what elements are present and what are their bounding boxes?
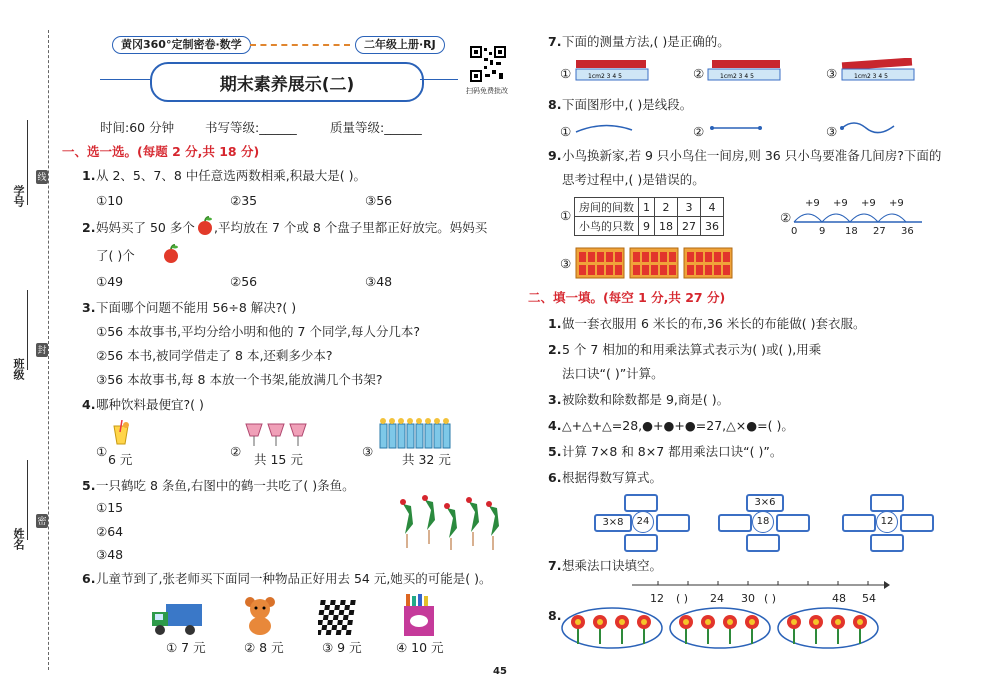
cranes-picture (395, 494, 505, 550)
exam-time: 时间:60 分钟 (100, 120, 175, 135)
q6-option-3[interactable]: ③ 9 元 (322, 640, 362, 655)
seal-mark-1: 线 (36, 170, 48, 184)
q6-option-1[interactable]: ① 7 元 (166, 640, 206, 655)
binding-line (48, 30, 49, 670)
q3-option-3[interactable]: ③56 本故事书,每 8 本放一个书架,能放满几个书架? (96, 372, 383, 387)
number-line-blank[interactable]: ( ) (764, 592, 777, 605)
apple-icon (162, 244, 180, 264)
crayon-box-icon (402, 594, 436, 638)
table-cell: 3 (678, 198, 701, 217)
q4-option-3[interactable]: ③ (362, 444, 374, 459)
q1-text: 从 2、5、7、8 中任意选两数相乘,积最大是( )。 (96, 168, 366, 183)
q6-number: 6. (82, 571, 96, 586)
q5-option-3[interactable]: ③48 (96, 547, 124, 562)
q8-text: 下面图形中,( )是线段。 (562, 97, 693, 112)
q7-number: 7. (548, 34, 562, 49)
number-line-tick: 48 (832, 592, 846, 605)
q2-number: 2. (82, 220, 96, 235)
equation-cluster-3 (842, 494, 962, 550)
q2-option-3[interactable]: ③48 (365, 274, 393, 289)
equation-cluster-1 (594, 494, 714, 550)
page-number: 45 (493, 666, 507, 677)
f4-text[interactable]: △+△+△=28,●+●+●=27,△×●=( )。 (562, 418, 794, 433)
f5-number: 5. (548, 444, 562, 459)
f6-text: 根据得数写算式。 (562, 470, 663, 485)
q7-text: 下面的测量方法,( )是正确的。 (562, 34, 730, 49)
tick-label: 9 (819, 226, 826, 237)
number-line-tick: 54 (862, 592, 876, 605)
qr-caption: 扫码免费批改 (466, 87, 508, 95)
number-line-tick: 12 (650, 592, 664, 605)
result-circle: 12 (876, 511, 898, 533)
q6-option-4[interactable]: ④ 10 元 (396, 640, 444, 655)
q4-price-3: 共 32 元 (402, 452, 451, 467)
seal-mark-3: 密 (36, 514, 48, 528)
ruler-scale-label: 1cm2 3 4 5 (720, 73, 754, 80)
q8-number: 8. (548, 97, 562, 112)
qr-code[interactable] (470, 46, 506, 82)
birds-table (574, 197, 724, 236)
q1-number: 1. (82, 168, 96, 183)
ruler-picture-3 (840, 58, 916, 82)
segment-shape (708, 118, 764, 138)
q9-option-1[interactable]: ① (560, 208, 572, 223)
answer-box[interactable] (842, 514, 876, 532)
answer-box[interactable] (746, 534, 780, 552)
quality-grade[interactable]: 质量等级:______ (330, 120, 422, 135)
q4-number: 4. (82, 397, 96, 412)
q5-option-1[interactable]: ①15 (96, 500, 124, 515)
seal-mark-2: 封 (36, 343, 48, 357)
f2-text[interactable]: 5 个 7 相加的和用乘法算式表示为( )或( ),用乘 (562, 342, 822, 357)
jump-label: +9 (889, 198, 904, 209)
q1-option-2[interactable]: ②35 (230, 193, 258, 208)
result-circle: 18 (752, 511, 774, 533)
class-line (27, 290, 28, 370)
number-line-tick: 24 (710, 592, 724, 605)
number-line (632, 578, 892, 592)
f1-number: 1. (548, 316, 562, 331)
f7-number: 7. (548, 558, 562, 573)
q3-option-2[interactable]: ②56 本书,被同学借走了 8 本,还剩多少本? (96, 348, 333, 363)
q7-option-3[interactable]: ③ (826, 66, 838, 81)
q4-price-2: 共 15 元 (254, 452, 303, 467)
student-id-label: 学号 (12, 185, 25, 207)
bird-boxes-picture (574, 246, 734, 280)
tick-label: 36 (901, 226, 914, 237)
q9-option-2[interactable]: ② (780, 210, 792, 225)
tick-label: 27 (873, 226, 886, 237)
tick-label: 0 (791, 226, 798, 237)
q4-price-1: 6 元 (108, 452, 133, 467)
page-title: 期末素养展示(二) (219, 75, 355, 95)
table-row-label: 房间的间数 (575, 198, 639, 217)
answer-box[interactable] (718, 514, 752, 532)
f3-number: 3. (548, 392, 562, 407)
class-label: 班级 (12, 358, 25, 380)
q8-option-2[interactable]: ② (693, 124, 705, 139)
chessboard-icon (318, 598, 358, 636)
q9-option-3[interactable]: ③ (560, 256, 572, 271)
f8-number: 8. (548, 608, 562, 623)
header-divider (250, 44, 350, 46)
q8-option-3[interactable]: ③ (826, 124, 838, 139)
table-cell: 1 (639, 198, 655, 217)
answer-box[interactable] (656, 514, 690, 532)
q2-line2: 了( )个 (96, 248, 135, 263)
answer-box[interactable] (900, 514, 934, 532)
wine-glasses-icon (244, 420, 308, 448)
q9-number: 9. (548, 148, 562, 163)
name-label: 姓名 (12, 528, 25, 550)
q5-option-2[interactable]: ②64 (96, 524, 124, 539)
flower-groups-picture (560, 606, 900, 650)
q1-option-1[interactable]: ①10 (96, 193, 124, 208)
q6-text: 儿童节到了,张老师买下面同一种物品正好用去 54 元,她买的可能是( )。 (96, 571, 492, 586)
student-id-line (27, 120, 28, 205)
toy-truck-icon (150, 600, 206, 636)
bottles-group-icon (378, 416, 456, 450)
q5-text: 一只鹤吃 8 条鱼,右图中的鹤一共吃了( )条鱼。 (96, 478, 355, 493)
banner-right-line (420, 79, 458, 80)
q2-text-2: ,平均放在 7 个或 8 个盘子里都正好放完。妈妈买 (214, 220, 488, 235)
name-line (27, 460, 28, 540)
q2-option-2[interactable]: ②56 (230, 274, 258, 289)
q2-option-1[interactable]: ①49 (96, 274, 124, 289)
f4-number: 4. (548, 418, 562, 433)
f2-line2[interactable]: 法口诀“( )”计算。 (562, 366, 664, 381)
series-badge: 黄冈360°定制密卷·数学 (112, 36, 251, 54)
q3-text: 下面哪个问题不能用 56÷8 解决?( ) (96, 300, 297, 315)
tick-label: 18 (845, 226, 858, 237)
q4-text: 哪种饮料最便宜?( ) (96, 397, 204, 412)
jump-label: +9 (805, 198, 820, 209)
q8-option-1[interactable]: ① (560, 124, 572, 139)
answer-box[interactable] (776, 514, 810, 532)
banner-left-line (100, 79, 150, 80)
apple-icon (196, 216, 214, 236)
table-cell: 27 (678, 217, 701, 236)
q4-option-2[interactable]: ② (230, 444, 242, 459)
answer-box[interactable] (870, 494, 904, 512)
q9-text: 小鸟换新家,若 9 只小鸟住一间房,则 36 只小鸟要准备几间房?下面的 (562, 148, 942, 163)
filled-box: 3×6 (746, 494, 784, 512)
table-cell: 4 (701, 198, 724, 217)
teddy-bear-icon (242, 596, 278, 636)
answer-box[interactable] (624, 534, 658, 552)
table-cell: 9 (639, 217, 655, 236)
f1-text[interactable]: 做一套衣服用 6 米长的布,36 米长的布能做( )套衣服。 (562, 316, 866, 331)
table-cell: 18 (655, 217, 678, 236)
answer-box[interactable] (624, 494, 658, 512)
q3-number: 3. (82, 300, 96, 315)
table-cell: 2 (655, 198, 678, 217)
f2-number: 2. (548, 342, 562, 357)
ruler-scale-label: 1cm2 3 4 5 (588, 73, 622, 80)
f3-text[interactable]: 被除数和除数都是 9,商是( )。 (562, 392, 730, 407)
number-line-blank[interactable]: ( ) (676, 592, 689, 605)
table-cell: 36 (701, 217, 724, 236)
q7-option-1[interactable]: ① (560, 66, 572, 81)
jump-label: +9 (833, 198, 848, 209)
q6-option-2[interactable]: ② 8 元 (244, 640, 284, 655)
q9-line2: 思考过程中,( )是错误的。 (562, 172, 705, 187)
ruler-picture-1 (574, 58, 650, 82)
number-line-tick: 30 (741, 592, 755, 605)
ruler-scale-label: 1cm2 3 4 5 (854, 73, 888, 80)
section1-title: 一、选一选。(每题 2 分,共 18 分) (62, 144, 260, 159)
result-circle: 24 (632, 511, 654, 533)
f5-text[interactable]: 计算 7×8 和 8×7 都用乘法口诀“( )”。 (562, 444, 783, 459)
q4-option-1[interactable]: ① (96, 444, 108, 459)
curve-shape (574, 118, 634, 138)
f6-number: 6. (548, 470, 562, 485)
ruler-picture-2 (706, 58, 782, 82)
wavy-shape (840, 116, 896, 138)
filled-box: 3×8 (594, 514, 632, 532)
juice-glass-icon (112, 420, 130, 446)
f7-text: 想乘法口诀填空。 (562, 558, 663, 573)
writing-grade[interactable]: 书写等级:______ (205, 120, 297, 135)
q2-text: 妈妈买了 50 多个 (96, 220, 195, 235)
table-row-label: 小鸟的只数 (575, 217, 639, 236)
q1-option-3[interactable]: ③56 (365, 193, 393, 208)
answer-box[interactable] (870, 534, 904, 552)
q5-number: 5. (82, 478, 96, 493)
jump-label: +9 (861, 198, 876, 209)
q3-option-1[interactable]: ①56 本故事书,平均分给小明和他的 7 个同学,每人分几本? (96, 324, 421, 339)
section2-title: 二、填一填。(每空 1 分,共 27 分) (528, 290, 726, 305)
equation-cluster-2 (718, 494, 838, 550)
grade-badge: 二年级上册·RJ (355, 36, 445, 54)
q7-option-2[interactable]: ② (693, 66, 705, 81)
